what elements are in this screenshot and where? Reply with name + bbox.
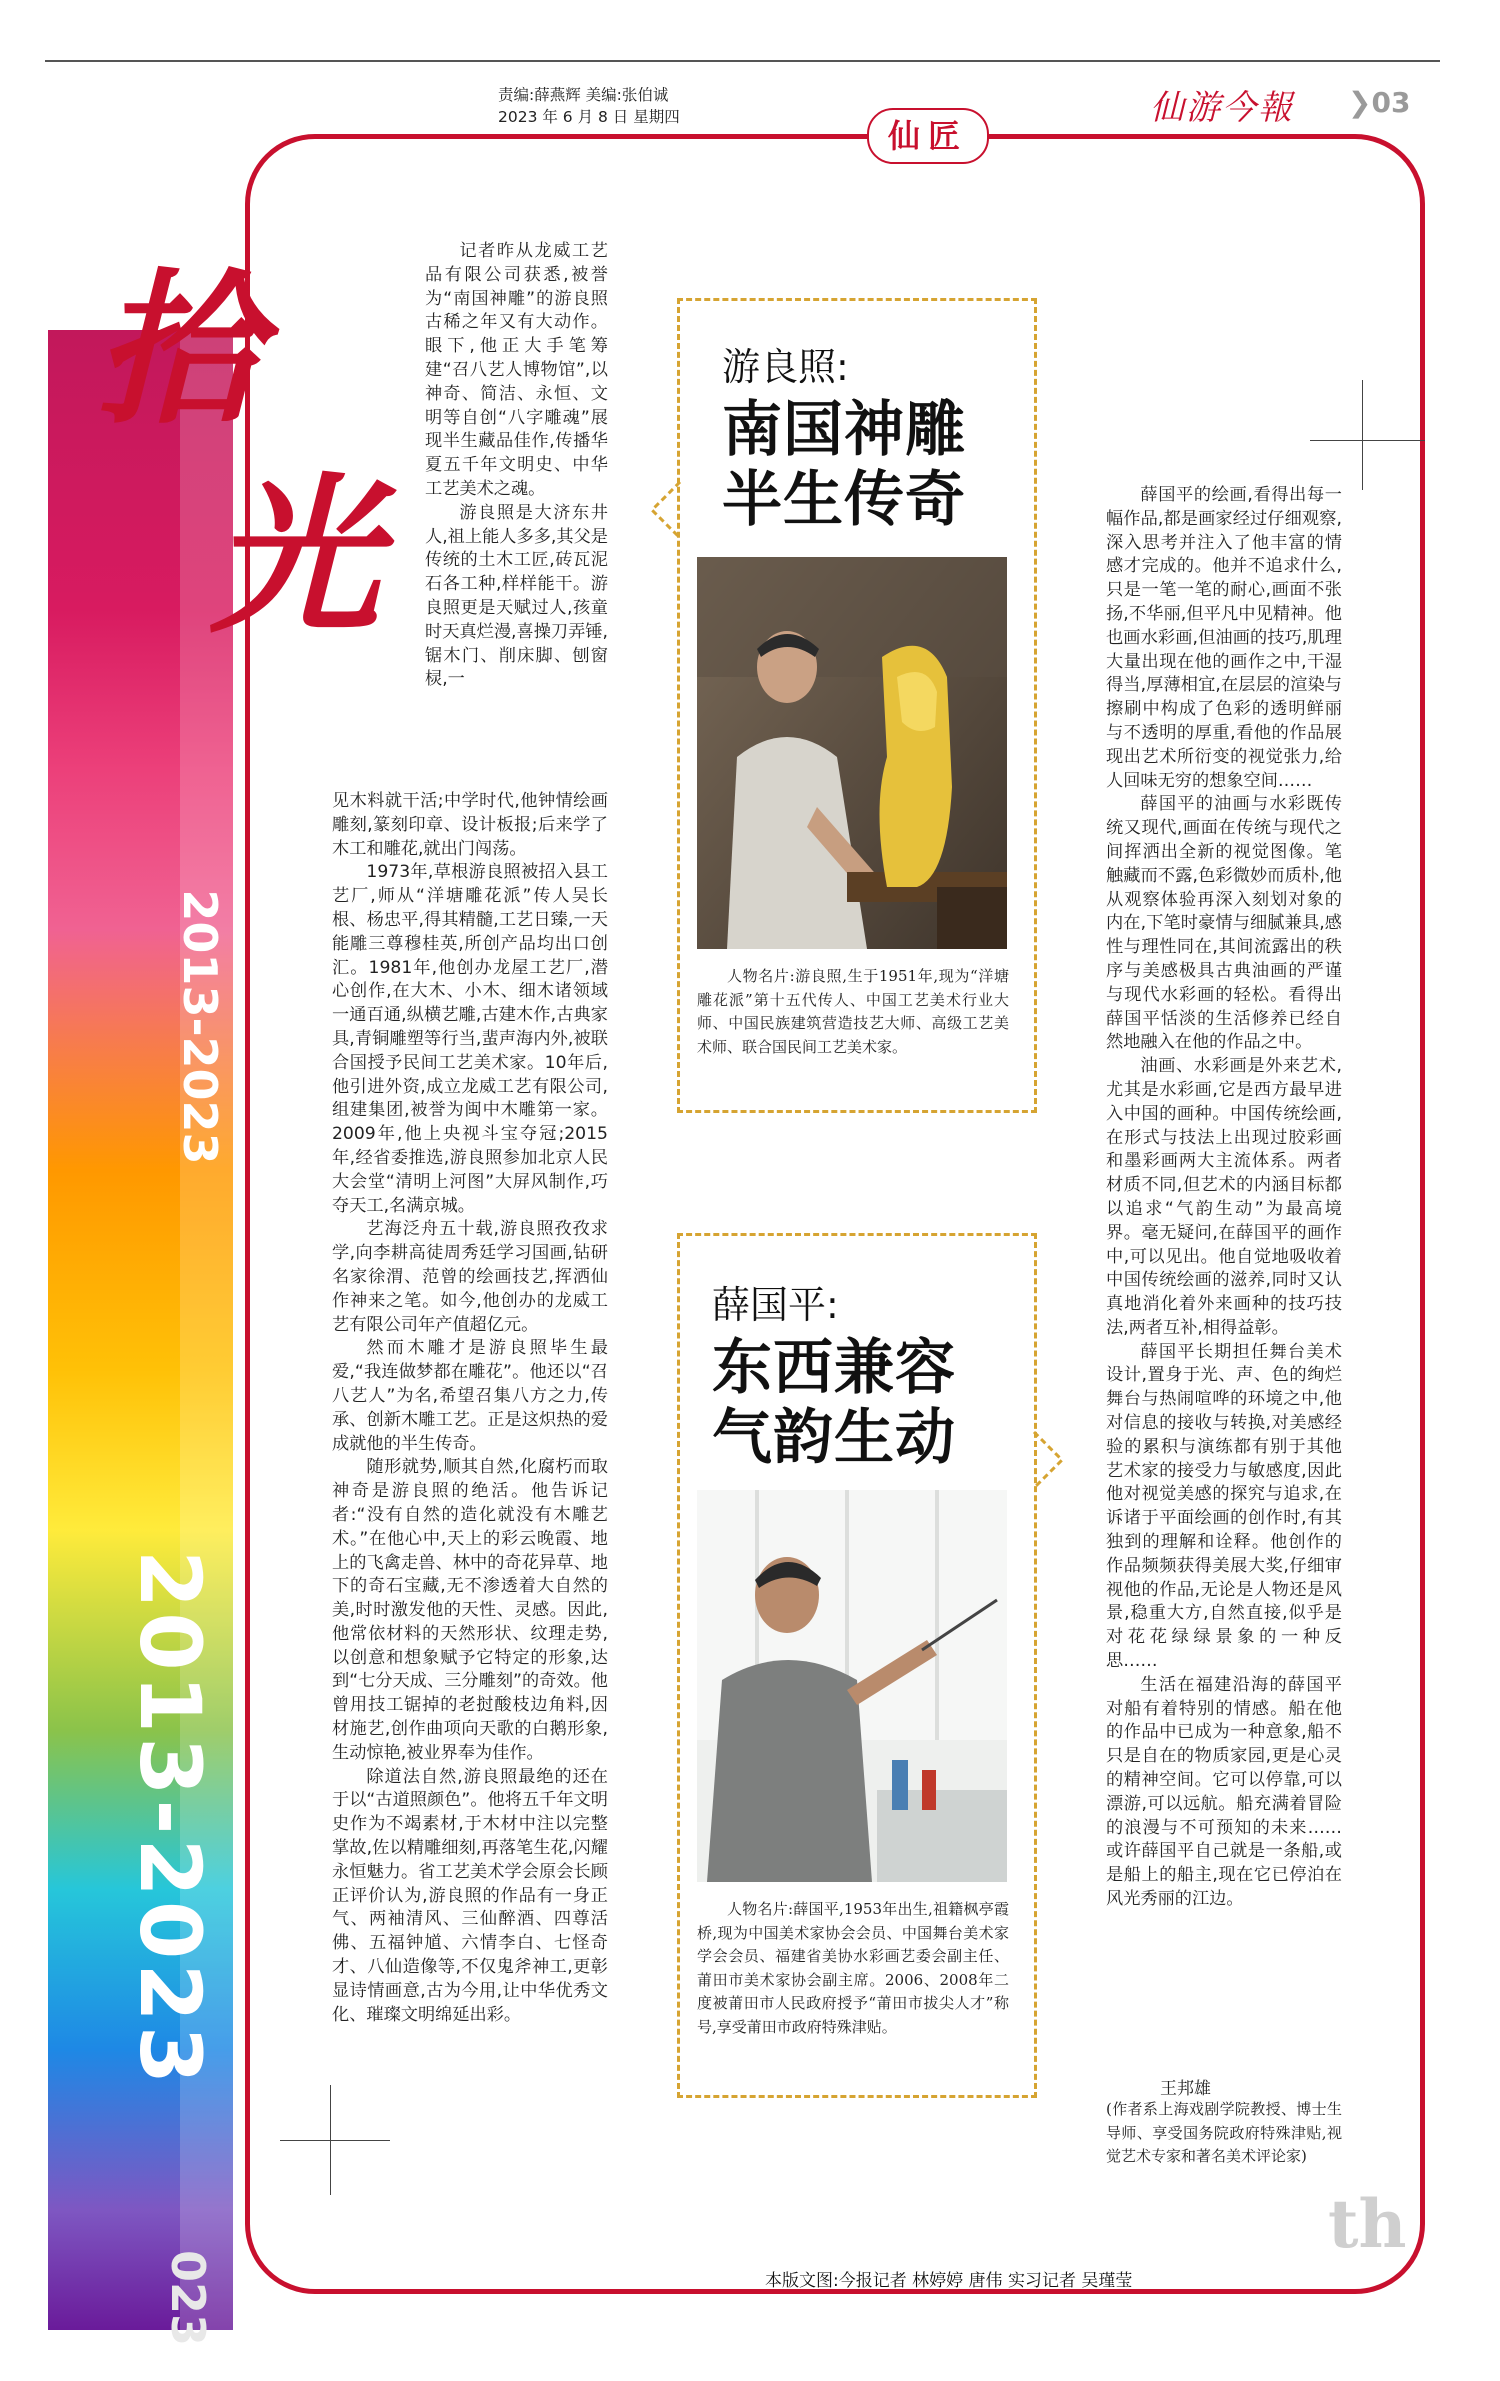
article1-paragraph: 游良照是大济东井人,祖上能人多多,其父是传统的土木工匠,砖瓦泥石各工种,样样能干。游良照更是天赋过人,孩童时天真烂漫,喜操刀弄锤,锯木门、削床脚、刨窗棂,一 — [425, 502, 608, 690]
article2-paragraph: 油画、水彩画是外来艺术,尤其是水彩画,它是西方最早进入中国的画种。中国传统绘画,在形式与技法上出现过胶彩画和墨彩画两大主流体系。两者材质不同,但艺术的内涵目标都以追求“气韵生动”为最高境界。毫无疑问,在薛国平的画作中,可以见出。他自觉地吸收着中国传统绘画的滋养,同时又认真地消化着外来画种的技巧技法,两者互补,相得益彰。 — [1106, 1056, 1342, 1338]
article2-person-name: 薛国平: — [712, 1283, 839, 1327]
crop-mark-vertical — [1362, 380, 1363, 490]
article2-headline-1: 东西兼容 — [712, 1333, 956, 1403]
article1-headline-2: 半生传奇 — [722, 465, 966, 535]
article1-paragraph: 艺海泛舟五十载,游良照孜孜求学,向李耕高徒周秀廷学习国画,钻研名家徐渭、范曾的绘画技艺,挥洒仙作神来之笔。如今,他创办的龙威工艺有限公司年产值超亿元。 — [332, 1219, 608, 1335]
photo-you-liangzhao — [697, 557, 1007, 949]
article1-paragraph: 1973年,草根游良照被招入县工艺厂,师从“洋塘雕花派”传人吴长根、杨忠平,得其精髓,工艺日臻,一天能雕三尊穆桂英,所创产品均出口创汇。1981年,他创办龙屋工艺厂,潜心创作,在大木、小木、细木诸领域一通百通,纵横艺雕,古建木作,古典家具,青铜雕塑等行当,蜚声海内外,被联合国授予民间工艺美术家。10年后,他引进外资,成立龙威工艺有限公司,组建集团,被誉为闽中木雕第一家。2009年,他上央视斗宝夺冠;2015年,经省委推选,游良照参加北京人民大会堂“清明上河图”大屏风制作,巧夺天工,名满京城。 — [332, 862, 608, 1216]
article2-photo-caption — [697, 1898, 1009, 2040]
page-number: ❯03 — [1348, 86, 1411, 119]
article1-paragraph: 除道法自然,游良照最绝的还在于以“古道照颜色”。他将五千年文明史作为不竭素材,于木材中注以完整掌故,佐以精雕细刻,再落笔生花,闪耀永恒魅力。省工艺美术学会原会长顾正评价认为,游良照的作品有一身正气、两袖清风、三仙醉酒、四尊活佛、五福钟馗、六情李白、七怪奇才、八仙造像等,不仅鬼斧神工,更彰显诗情画意,古为今用,让中华优秀文化、璀璨文明绵延出彩。 — [332, 1766, 608, 2025]
article1-photo-caption — [697, 965, 1009, 1059]
author-note: (作者系上海戏剧学院教授、博士生导师、享受国务院政府特殊津贴,视觉艺术专家和著名美术评论家) — [1106, 2100, 1342, 2166]
article1-person-name: 游良照: — [722, 345, 849, 389]
author-name: 王邦雄 — [1160, 2079, 1211, 2099]
header-info — [498, 84, 680, 128]
article1-column-1 — [425, 240, 608, 692]
crop-mark-horizontal — [280, 2140, 390, 2141]
article1-paragraph: 记者昨从龙威工艺品有限公司获悉,被誉为“南国神雕”的游良照古稀之年又有大动作。眼下,他正大手笔筹建“召八艺人博物馆”,以神奇、简洁、永恒、文明等自创“八字雕魂”展现半生藏品佳作,传播华夏五千年文明史、中华工艺美术之魂。 — [425, 241, 608, 499]
article2-paragraph: 薛国平的绘画,看得出每一幅作品,都是画家经过仔细观察,深入思考并注入了他丰富的情感才完成的。他并不追求什么,只是一笔一笔的耐心,画面不张扬,不华丽,但平凡中见精神。他也画水彩画,但油画的技巧,肌理大量出现在他的画作之中,干湿得当,厚薄相宜,在层层的渲染与擦刷中构成了色彩的透明鲜丽与不透明的厚重,看他的作品展现出艺术所衍变的视觉张力,给人回味无穷的想象空间…… — [1106, 485, 1342, 791]
article2-caption-text: 人物名片:薛国平,1953年出生,祖籍枫亭霞桥,现为中国美术家协会会员、中国舞台美术家学会会员、福建省美协水彩画艺委会副主任、莆田市美术家协会副主席。2006、2008年二度被莆田市人民政府授予“莆田市拔尖人才”称号,享受莆田市政府特殊津贴。 — [697, 1900, 1009, 2036]
calligraphy-title-1: 拾 — [95, 252, 260, 446]
article1-paragraph: 随形就势,顺其自然,化腐朽而取神奇是游良照的绝活。他告诉记者:“没有自然的造化就没有木雕艺术。”在他心中,天上的彩云晚霞、地上的飞禽走兽、林中的奇花异草、地下的奇石宝藏,无不渗透着大自然的美,时时激发他的天性、灵感。因此,他常依材料的天然形状、纹理走势,以创意和想象赋予它特定的形象,达到“七分天成、三分雕刻”的奇效。他曾用技工锯掉的老挝酸枝边角料,因材施艺,创作曲项向天歌的白鹅形象,生动惊艳,被业界奉为佳作。 — [332, 1457, 608, 1763]
photo-text-credit: 本版文图:今报记者 林婷婷 唐伟 实习记者 吴瑾莹 — [765, 2271, 1133, 2291]
photo-xue-guoping — [697, 1490, 1007, 1882]
article1-paragraph: 见木料就干活;中学时代,他钟情绘画雕刻,篆刻印章、设计板报;后来学了木工和雕花,就出门闯荡。 — [332, 791, 608, 859]
newspaper-brand: 仙游今報 — [1150, 88, 1294, 128]
article2-paragraph: 薛国平长期担任舞台美术设计,置身于光、声、色的绚烂舞台与热闹喧哗的环境之中,他对信息的接收与转换,对美感经验的累积与演练都有别于其他艺术家的接受力与敏感度,因此他对视觉美感的探究与追求,在诉诸于平面绘画的创作时,有其独到的理解和诠释。他创作的作品频频获得美展大奖,仔细审视他的作品,无论是人物还是风景,稳重大方,自然直接,似乎是对花花绿绿景象的一种反思…… — [1106, 1341, 1342, 1672]
article2-paragraph: 薛国平的油画与水彩既传统又现代,画面在传统与现代之间挥洒出全新的视觉图像。笔触藏而不露,色彩微妙而质朴,他从观察体验再深入刻划对象的内在,下笔时豪情与细腻兼具,感性与理性同在,其间流露出的秩序与美感极具古典油画的严谨与现代水彩画的轻松。看得出薛国平恬淡的生活修养已经自然地融入在他的作品之中。 — [1106, 794, 1342, 1053]
years-label-big: 2013-2023 — [121, 1549, 219, 2089]
article1-paragraph: 然而木雕才是游良照毕生最爱,“我连做梦都在雕花”。他还以“召八艺人”为名,希望召集八方之力,传承、创新木雕工艺。正是这炽热的爱成就他的半生传奇。 — [332, 1338, 608, 1454]
article2-column — [1106, 484, 1342, 1912]
section-badge: 仙匠 — [867, 108, 989, 164]
years-label-tail: 023 — [161, 2250, 215, 2347]
article1-headline-1: 南国神雕 — [722, 395, 966, 465]
article1-column-2 — [332, 790, 608, 2027]
top-rule — [45, 60, 1440, 62]
woodcarver-photo — [697, 557, 1007, 949]
date-line: 2023 年 6 月 8 日 星期四 — [498, 108, 680, 126]
box2-pointer — [1032, 1430, 1066, 1490]
watermark-logo: th — [1328, 2185, 1407, 2263]
article2-paragraph: 生活在福建沿海的薛国平对船有着特别的情感。船在他的作品中已成为一种意象,船不只是自在的物质家园,更是心灵的精神空间。它可以停靠,可以漂游,可以远航。船充满着冒险的浪漫与不可预知的未来……或许薛国平自己就是一条船,或是船上的船主,现在它已停泊在风光秀丽的江边。 — [1106, 1674, 1342, 1910]
article2-headline-2: 气韵生动 — [712, 1403, 956, 1473]
article1-caption-text: 人物名片:游良照,生于1951年,现为“洋塘雕花派”第十五代传人、中国工艺美术行业大师、中国民族建筑营造技艺大师、高级工艺美术师、联合国民间工艺美术家。 — [697, 967, 1009, 1056]
years-label-small: 2013-2023 — [173, 889, 227, 1165]
painter-photo — [697, 1490, 1007, 1882]
calligraphy-title-2: 光 — [210, 457, 381, 657]
crop-mark-horizontal — [1310, 440, 1425, 441]
box1-pointer — [648, 480, 682, 540]
editor-line: 责编:薛燕辉 美编:张伯诚 — [498, 86, 669, 104]
